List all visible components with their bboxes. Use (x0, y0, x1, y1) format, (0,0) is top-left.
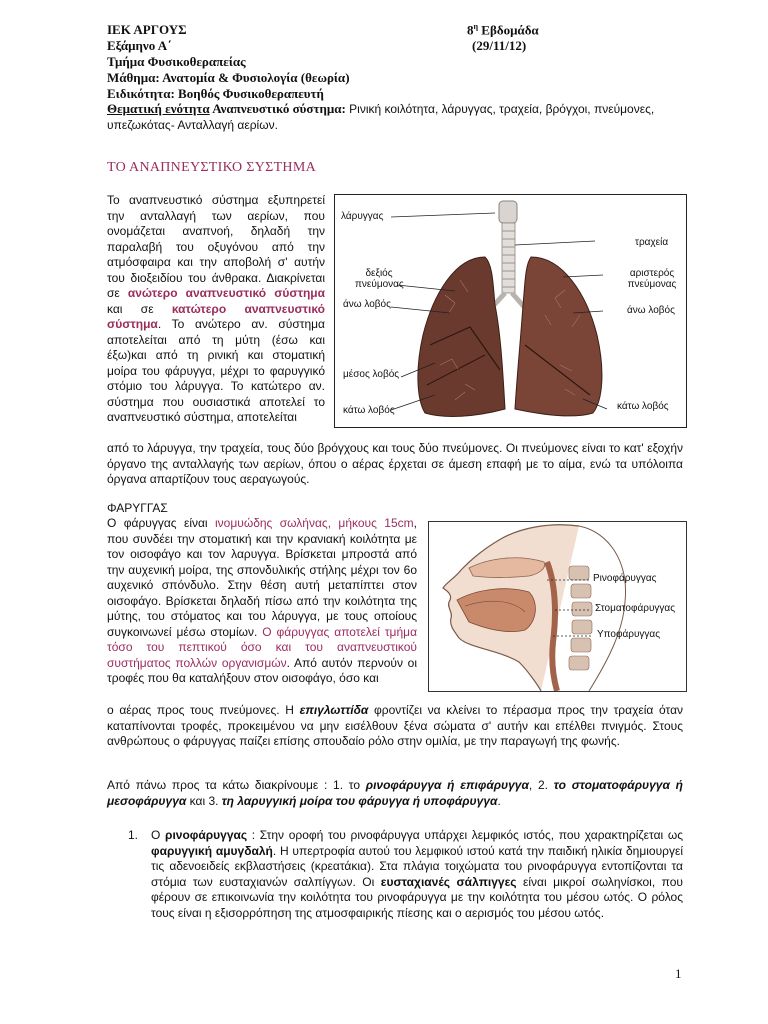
page-number: 1 (675, 966, 682, 981)
week-label: $8^\eta$ Εβδομάδα (467, 22, 539, 38)
label-upper-lobe-left: άνω λοβός (627, 305, 675, 316)
label-left-lung: αριστερός πνεύμονας (627, 268, 677, 290)
label-lower-lobe-right: κάτω λοβός (343, 405, 395, 416)
course: Μάθημα: Ανατομία & Φυσιολογία (θεωρία) (107, 70, 350, 85)
right-lung-shape (418, 257, 505, 416)
respiratory-intro-paragraph: Το αναπνευστικό σύστημα εξυπηρετεί την ανταλλαγή των αερίων, που ονομάζεται αναπνοή, δηλαδή την παραλαβή του οξυγόνου από την ατμόσφαιρα και την αποβολή σ' αυτήν του διοξειδίου του άνθρακα. Διακρίνεται σε ανώτερο αναπνευστικό σύστημα και σε κατώτερο αναπνευστικό σύστημα. Το ανώτερο αν. σύστημα αποτελείται από τη μύτη (έσω και έξω)και από τη ρινική και στοματική μοίρα του φάρυγγα, μέχρι το φαρυγγικό στόμιο του λάρυγγα. Το κατώτερο αν. σύστημα που ουσιαστικά αποτελεί το αναπνευστικό σύστημα, αποτελείται (107, 193, 326, 424)
label-trachea: τραχεία (635, 237, 669, 248)
section-title-respiratory: ΤΟ ΑΝΑΠΝΕΥΣΤΙΚΟ ΣΥΣΤΗΜΑ (107, 160, 316, 175)
pharynx-figure (428, 521, 687, 692)
label-oropharynx: Στοματοφάρυγγας (595, 603, 676, 614)
pharynx-paragraph-continuation: ο αέρας προς τους πνεύμονες. Η επιγλωττίδα φροντίζει να κλείνει το πέρασμα προς την τραχεία όταν καταπίνονται τροφές, προκειμένου να μην εισέλθουν ξένα σώματα σ' αυτήν και επέλθει πνιγμός. Στους ανθρώπους ο φάρυγγας παίζει επίσης σπουδαίο ρόλο στην ομιλία, με την παραγωγή της φωνής. (107, 703, 684, 748)
lung-figure (334, 194, 687, 428)
left-lung-shape (515, 257, 602, 416)
label-upper-lobe-right: άνω λοβός (343, 299, 391, 310)
label-middle-lobe: μέσος λοβός (343, 369, 400, 380)
pharynx-paragraph: Ο φάρυγγας είναι ινομυώδης σωλήνας, μήκους 15cm, που συνδέει την στοματική και την κρανιακή κοιλότητα με τον οισοφάγο και τον λαρυγγα. Βρίσκεται μπροστά από την αυχενική μοίρα, της σπονδυλικής στήλης μέχρι τον 6ο αυχενικό σπόνδυλο. Στην θέση αυτή μεταπίπτει στον οισοφάγο. Βρίσκεται δηλαδή πίσω από την κοιλότητα της μύτης, του στόματος και του λάρυγγα, με τους οποίους συγκοινωνεί μέσω στομίων. Ο φάρυγγας αποτελεί τμήμα τόσο του πεπτικού όσο και του αναπνευστικού συστήματος πολλών οργανισμών. Από αυτόν περνούν οι τροφές που θα καταλήξουν στον οισοφάγο, όσο και (107, 516, 417, 685)
respiratory-intro-continuation: από το λάρυγγα, την τραχεία, τους δύο βρόγχους και τους δύο πνεύμονες. Οι πνεύμονες είναι το κατ' εξοχήν όργανο της ανταλλαγής των αερίων, όπου ο αέρας έρχεται σε άμεση επαφή με το αίμα, ενώ τα υπόλοιπα όργανα απαρτίζουν τους αεραγωγούς. (107, 441, 683, 486)
date: (29/11/12) (472, 38, 527, 53)
topic: Θεματική ενότητα Αναπνευστικό σύστημα: Ρινική κοιλότητα, λάρυγγας, τραχεία, βρόγχοι, πνεύμονες, υπεζωκότας- Ανταλλαγή αερίων. (107, 101, 655, 132)
school-name: ΙΕΚ ΑΡΓΟΥΣ (107, 22, 187, 37)
list-number-1: 1. (128, 828, 139, 842)
department: Τμήμα Φυσικοθεραπείας (107, 54, 246, 69)
specialty: Ειδικότητα: Βοηθός Φυσικοθεραπευτή (107, 86, 324, 101)
label-hypopharynx: Υποφάρυγγας (597, 629, 661, 640)
semester: Εξάμηνο Α΄ (107, 38, 172, 53)
section-title-pharynx: ΦΑΡΥΓΓΑΣ (107, 501, 168, 515)
label-larynx: λάρυγγας (341, 211, 384, 222)
list-item-nasopharynx: Ο ρινοφάρυγγας : Στην οροφή του ρινοφάρυγγα υπάρχει λεμφικός ιστός, που χαρακτηρίζεται ως φαρυγγική αμυγδαλή. Η υπερτροφία αυτού του λεμφικού ιστού κατά την παιδική ηλικία δημιουργεί τις αδενοειδείς εκβλαστήσεις (κρεατάκια). Στα πλάγια τοιχώματα του ρινοφάρυγγα εντοπίζονται τα στόμια των ευσταχιανών σαλπίγγων. Οι ευσταχιανές σάλπιγγες είναι μικροί σωληνίσκοι, που φέρουν σε επικοινωνία την κοιλότητα του ρινοφάρυγγα με την κοιλότητα του μέσου ωτός. Ο ρόλος τους είναι η εξισορρόπηση της ατμοσφαιρικής πίεσης και ο αερισμός του μέσου ωτός. (151, 828, 684, 920)
label-right-lung: δεξιός πνεύμονας (355, 268, 404, 290)
label-lower-lobe-left: κάτω λοβός (617, 401, 669, 412)
label-nasopharynx: Ρινοφάρυγγας (593, 573, 657, 584)
pharynx-division-paragraph: Από πάνω προς τα κάτω διακρίνουμε : 1. το ρινοφάρυγγα ή επιφάρυγγα, 2. το στοματοφάρυγγα ή μεσοφάρυγγα και 3. τη λαρυγγική μοίρα του φάρυγγα ή υποφάρυγγα. (107, 778, 683, 808)
